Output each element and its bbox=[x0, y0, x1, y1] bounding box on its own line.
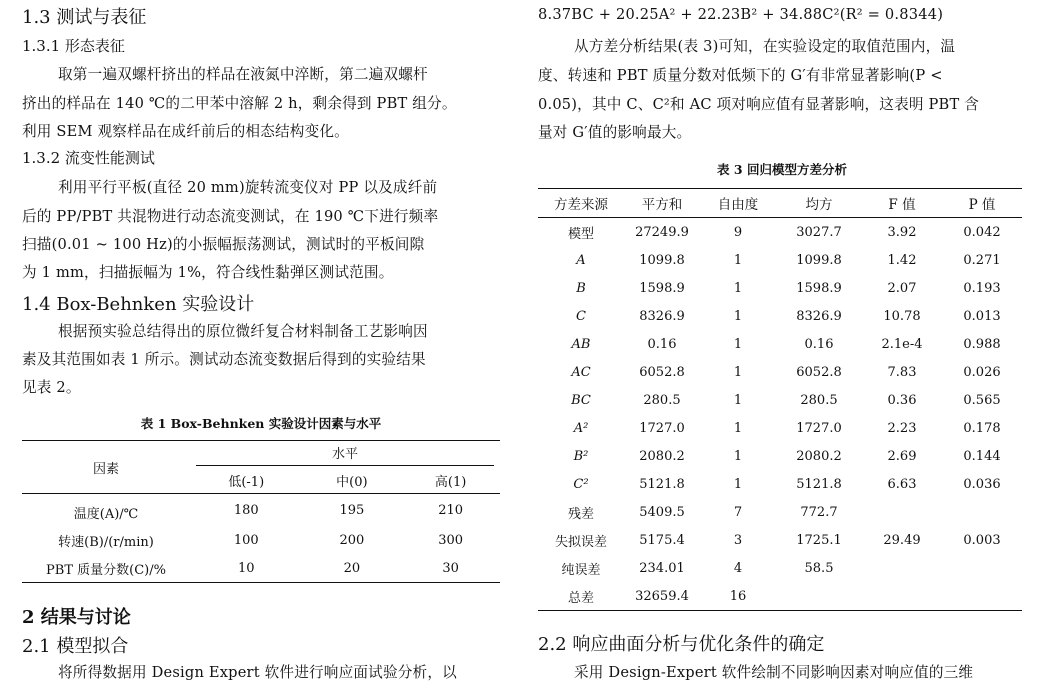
table1-cell: 30 bbox=[401, 554, 500, 583]
table3-header: F 值 bbox=[862, 189, 942, 218]
table1-level-low: 低(-1) bbox=[190, 467, 303, 494]
table1-factor: 转速(B)/(r/min) bbox=[58, 534, 154, 550]
table3-header: 自由度 bbox=[700, 189, 776, 218]
para-line: 素及其范围如表 1 所示。测试动态流变数据后得到的实验结果 bbox=[22, 351, 426, 368]
table3-row bbox=[538, 582, 1022, 611]
table3-cell: 2080.2 bbox=[639, 448, 685, 464]
table3-cell bbox=[862, 554, 942, 582]
table3-cell: 3 bbox=[733, 532, 743, 548]
table3-source-cell: 残差 bbox=[567, 506, 594, 522]
table3-row bbox=[538, 246, 1022, 274]
table3-row bbox=[538, 386, 1022, 414]
para-line: 挤出的样品在 140 ℃的二甲苯中溶解 2 h，剩余得到 PBT 组分。 bbox=[22, 95, 457, 112]
para-line: 量对 G′值的影响最大。 bbox=[538, 124, 692, 141]
table1-level-header: 水平 bbox=[190, 441, 500, 468]
table3-cell: 1 bbox=[733, 448, 743, 464]
table3-cell: 1727.0 bbox=[639, 420, 685, 436]
table1-cell: 10 bbox=[190, 554, 303, 583]
table3-cell: 1 bbox=[733, 308, 743, 324]
table1-cell: 200 bbox=[339, 532, 365, 548]
heading-2-2: 2.2 响应曲面分析与优化条件的确定 bbox=[538, 634, 825, 655]
table3-cell: 2.69 bbox=[887, 448, 917, 464]
table3-cell: 1 bbox=[733, 476, 743, 492]
table1-cell: 100 bbox=[233, 532, 259, 548]
table1-factor-header: 因素 bbox=[22, 441, 190, 494]
table3-cell: 0.013 bbox=[963, 308, 1001, 324]
table3-caption: 表 3 回归模型方差分析 bbox=[717, 162, 847, 177]
table3-row bbox=[538, 218, 1022, 247]
para-line: 从方差分析结果(表 3)可知，在实验设定的取值范围内，温 bbox=[574, 38, 956, 55]
para-line: 取第一遍双螺杆挤出的样品在液氮中淬断，第二遍双螺杆 bbox=[58, 66, 428, 83]
table1-caption: 表 1 Box-Behnken 实验设计因素与水平 bbox=[140, 416, 382, 431]
para-line: 采用 Design-Expert 软件绘制不同影响因素对响应值的三维 bbox=[574, 664, 974, 681]
table3-cell: 0.988 bbox=[963, 336, 1001, 352]
table3-cell bbox=[862, 582, 942, 611]
table1-cell: 210 bbox=[438, 502, 464, 518]
table3-cell: 0.026 bbox=[963, 364, 1001, 380]
table3-row bbox=[538, 302, 1022, 330]
table3-cell bbox=[776, 582, 862, 611]
table3-cell: 1 bbox=[733, 252, 743, 268]
para-line: 度、转速和 PBT 质量分数对低频下的 G′有非常显著影响(P < bbox=[538, 67, 943, 84]
table3-cell: 0.178 bbox=[963, 420, 1001, 436]
table3-cell: 1 bbox=[733, 280, 743, 296]
table3-cell: 1725.1 bbox=[796, 532, 842, 548]
table3-row bbox=[538, 274, 1022, 302]
table1-level-mid: 中(0) bbox=[303, 467, 402, 494]
table3-source-cell: 模型 bbox=[567, 226, 594, 242]
heading-1-4: 1.4 Box-Behnken 实验设计 bbox=[22, 294, 255, 315]
table1 bbox=[22, 440, 500, 583]
table3-cell: 280.5 bbox=[800, 392, 838, 408]
table3-cell: 772.7 bbox=[800, 504, 838, 520]
table3-cell: 27249.9 bbox=[635, 224, 689, 240]
table3-cell: 16 bbox=[700, 582, 776, 611]
table3-source-cell: BC bbox=[571, 392, 591, 408]
table3-row bbox=[538, 498, 1022, 526]
table3-header: 平方和 bbox=[624, 189, 700, 218]
table1-cell: 20 bbox=[303, 554, 402, 583]
para-line: 利用平行平板(直径 20 mm)旋转流变仪对 PP 以及成纤前 bbox=[58, 179, 438, 196]
table3-cell: 280.5 bbox=[643, 392, 681, 408]
table3-cell: 10.78 bbox=[883, 308, 921, 324]
para-line: 见表 2。 bbox=[22, 379, 81, 396]
table3-cell: 0.16 bbox=[647, 336, 677, 352]
table1-level-high: 高(1) bbox=[401, 467, 500, 494]
para-line: 根据预实验总结得出的原位微纤复合材料制备工艺影响因 bbox=[58, 323, 428, 340]
table3-cell: 1 bbox=[733, 392, 743, 408]
table3-cell: 0.003 bbox=[963, 532, 1001, 548]
para-line: 为 1 mm，扫描振幅为 1%，符合线性黏弹区测试范围。 bbox=[22, 264, 394, 281]
table3-source-cell: 总差 bbox=[538, 582, 624, 611]
table3-cell: 3027.7 bbox=[796, 224, 842, 240]
table3-cell: 5121.8 bbox=[639, 476, 685, 492]
table3-body bbox=[538, 218, 1022, 611]
table1-cell: 195 bbox=[339, 502, 365, 518]
table3-cell: 2080.2 bbox=[796, 448, 842, 464]
heading-1-3: 1.3 测试与表征 bbox=[22, 7, 147, 28]
table3-row bbox=[538, 470, 1022, 498]
table3-header-row bbox=[538, 189, 1022, 218]
table3-header: 均方 bbox=[776, 189, 862, 218]
table3-cell: 58.5 bbox=[804, 560, 834, 576]
table1-cell: 180 bbox=[233, 502, 259, 518]
table3-cell bbox=[942, 582, 1022, 611]
table3-header: P 值 bbox=[942, 189, 1022, 218]
table3-cell: 1 bbox=[733, 420, 743, 436]
table3-cell bbox=[942, 554, 1022, 582]
table3-cell: 5175.4 bbox=[639, 532, 685, 548]
para-line: 将所得数据用 Design Expert 软件进行响应面试验分析，以 bbox=[58, 664, 457, 681]
table3-source-cell: C² bbox=[573, 476, 589, 492]
table3-cell: 7.83 bbox=[887, 364, 917, 380]
table3-source-cell: A² bbox=[573, 420, 589, 436]
table3-row bbox=[538, 554, 1022, 582]
table3-row bbox=[538, 526, 1022, 554]
table3-cell: 6052.8 bbox=[796, 364, 842, 380]
table3 bbox=[538, 188, 1022, 611]
table3-cell: 32659.4 bbox=[624, 582, 700, 611]
table3-source-cell: 失拟误差 bbox=[554, 534, 607, 550]
table3-cell: 5409.5 bbox=[639, 504, 685, 520]
table3-cell: 1598.9 bbox=[796, 280, 842, 296]
table3-cell: 234.01 bbox=[639, 560, 685, 576]
table3-source-cell: 纯误差 bbox=[561, 562, 601, 578]
heading-1-3-2: 1.3.2 流变性能测试 bbox=[22, 149, 155, 167]
table3-cell: 9 bbox=[733, 224, 743, 240]
table3-cell: 1 bbox=[733, 364, 743, 380]
table3-cell bbox=[942, 498, 1022, 526]
heading-2: 2 结果与讨论 bbox=[22, 607, 131, 628]
table3-source-cell: A bbox=[576, 252, 586, 268]
table3-cell: 5121.8 bbox=[796, 476, 842, 492]
table3-cell: 0.036 bbox=[963, 476, 1001, 492]
table3-cell: 8326.9 bbox=[796, 308, 842, 324]
para-line: 利用 SEM 观察样品在成纤前后的相态结构变化。 bbox=[22, 123, 349, 140]
table3-cell: 6.63 bbox=[887, 476, 917, 492]
table3-cell: 29.49 bbox=[883, 532, 921, 548]
table3-cell: 0.36 bbox=[887, 392, 917, 408]
table3-row bbox=[538, 330, 1022, 358]
table3-cell bbox=[862, 498, 942, 526]
table3-cell: 2.23 bbox=[887, 420, 917, 436]
table3-cell: 1 bbox=[733, 336, 743, 352]
table1-level-rule bbox=[196, 465, 494, 466]
table3-cell: 0.193 bbox=[963, 280, 1001, 296]
table3-header: 方差来源 bbox=[538, 189, 624, 218]
table3-cell: 1598.9 bbox=[639, 280, 685, 296]
table3-source-cell: B² bbox=[573, 448, 589, 464]
table3-cell: 0.042 bbox=[963, 224, 1001, 240]
para-line: 后的 PP/PBT 共混物进行动态流变测试，在 190 ℃下进行频率 bbox=[22, 208, 439, 225]
table3-cell: 0.565 bbox=[963, 392, 1001, 408]
table3-source-cell: B bbox=[576, 280, 586, 296]
table3-cell: 2.07 bbox=[887, 280, 917, 296]
table3-cell: 7 bbox=[733, 504, 743, 520]
table3-cell: 1.42 bbox=[887, 252, 917, 268]
table3-row bbox=[538, 442, 1022, 470]
table3-cell: 0.271 bbox=[963, 252, 1001, 268]
table3-cell: 6052.8 bbox=[639, 364, 685, 380]
table3-row bbox=[538, 358, 1022, 386]
table3-cell: 2.1e-4 bbox=[881, 336, 923, 352]
table3-source-cell: AB bbox=[571, 336, 591, 352]
heading-1-3-1: 1.3.1 形态表征 bbox=[22, 37, 125, 55]
table3-cell: 3.92 bbox=[887, 224, 917, 240]
equation-line: 8.37BC + 20.25A² + 22.23B² + 34.88C²(R² = 0.8344) bbox=[538, 6, 944, 23]
table3-cell: 1099.8 bbox=[796, 252, 842, 268]
table3-cell: 1727.0 bbox=[796, 420, 842, 436]
table1-cell: 300 bbox=[438, 532, 464, 548]
para-line: 0.05)，其中 C、C²和 AC 项对响应值有显著影响，这表明 PBT 含 bbox=[538, 96, 980, 113]
heading-2-1: 2.1 模型拟合 bbox=[22, 636, 129, 657]
table3-source-cell: AC bbox=[571, 364, 591, 380]
table3-cell: 1099.8 bbox=[639, 252, 685, 268]
table1-factor: PBT 质量分数(C)/% bbox=[22, 554, 190, 583]
table1-factor: 温度(A)/℃ bbox=[73, 506, 139, 522]
table3-cell: 4 bbox=[733, 560, 743, 576]
table3-cell: 0.16 bbox=[804, 336, 834, 352]
table3-row bbox=[538, 414, 1022, 442]
table3-cell: 0.144 bbox=[963, 448, 1001, 464]
table3-cell: 8326.9 bbox=[639, 308, 685, 324]
para-line: 扫描(0.01 ~ 100 Hz)的小振幅振荡测试，测试时的平板间隙 bbox=[22, 236, 425, 253]
table3-source-cell: C bbox=[576, 308, 586, 324]
